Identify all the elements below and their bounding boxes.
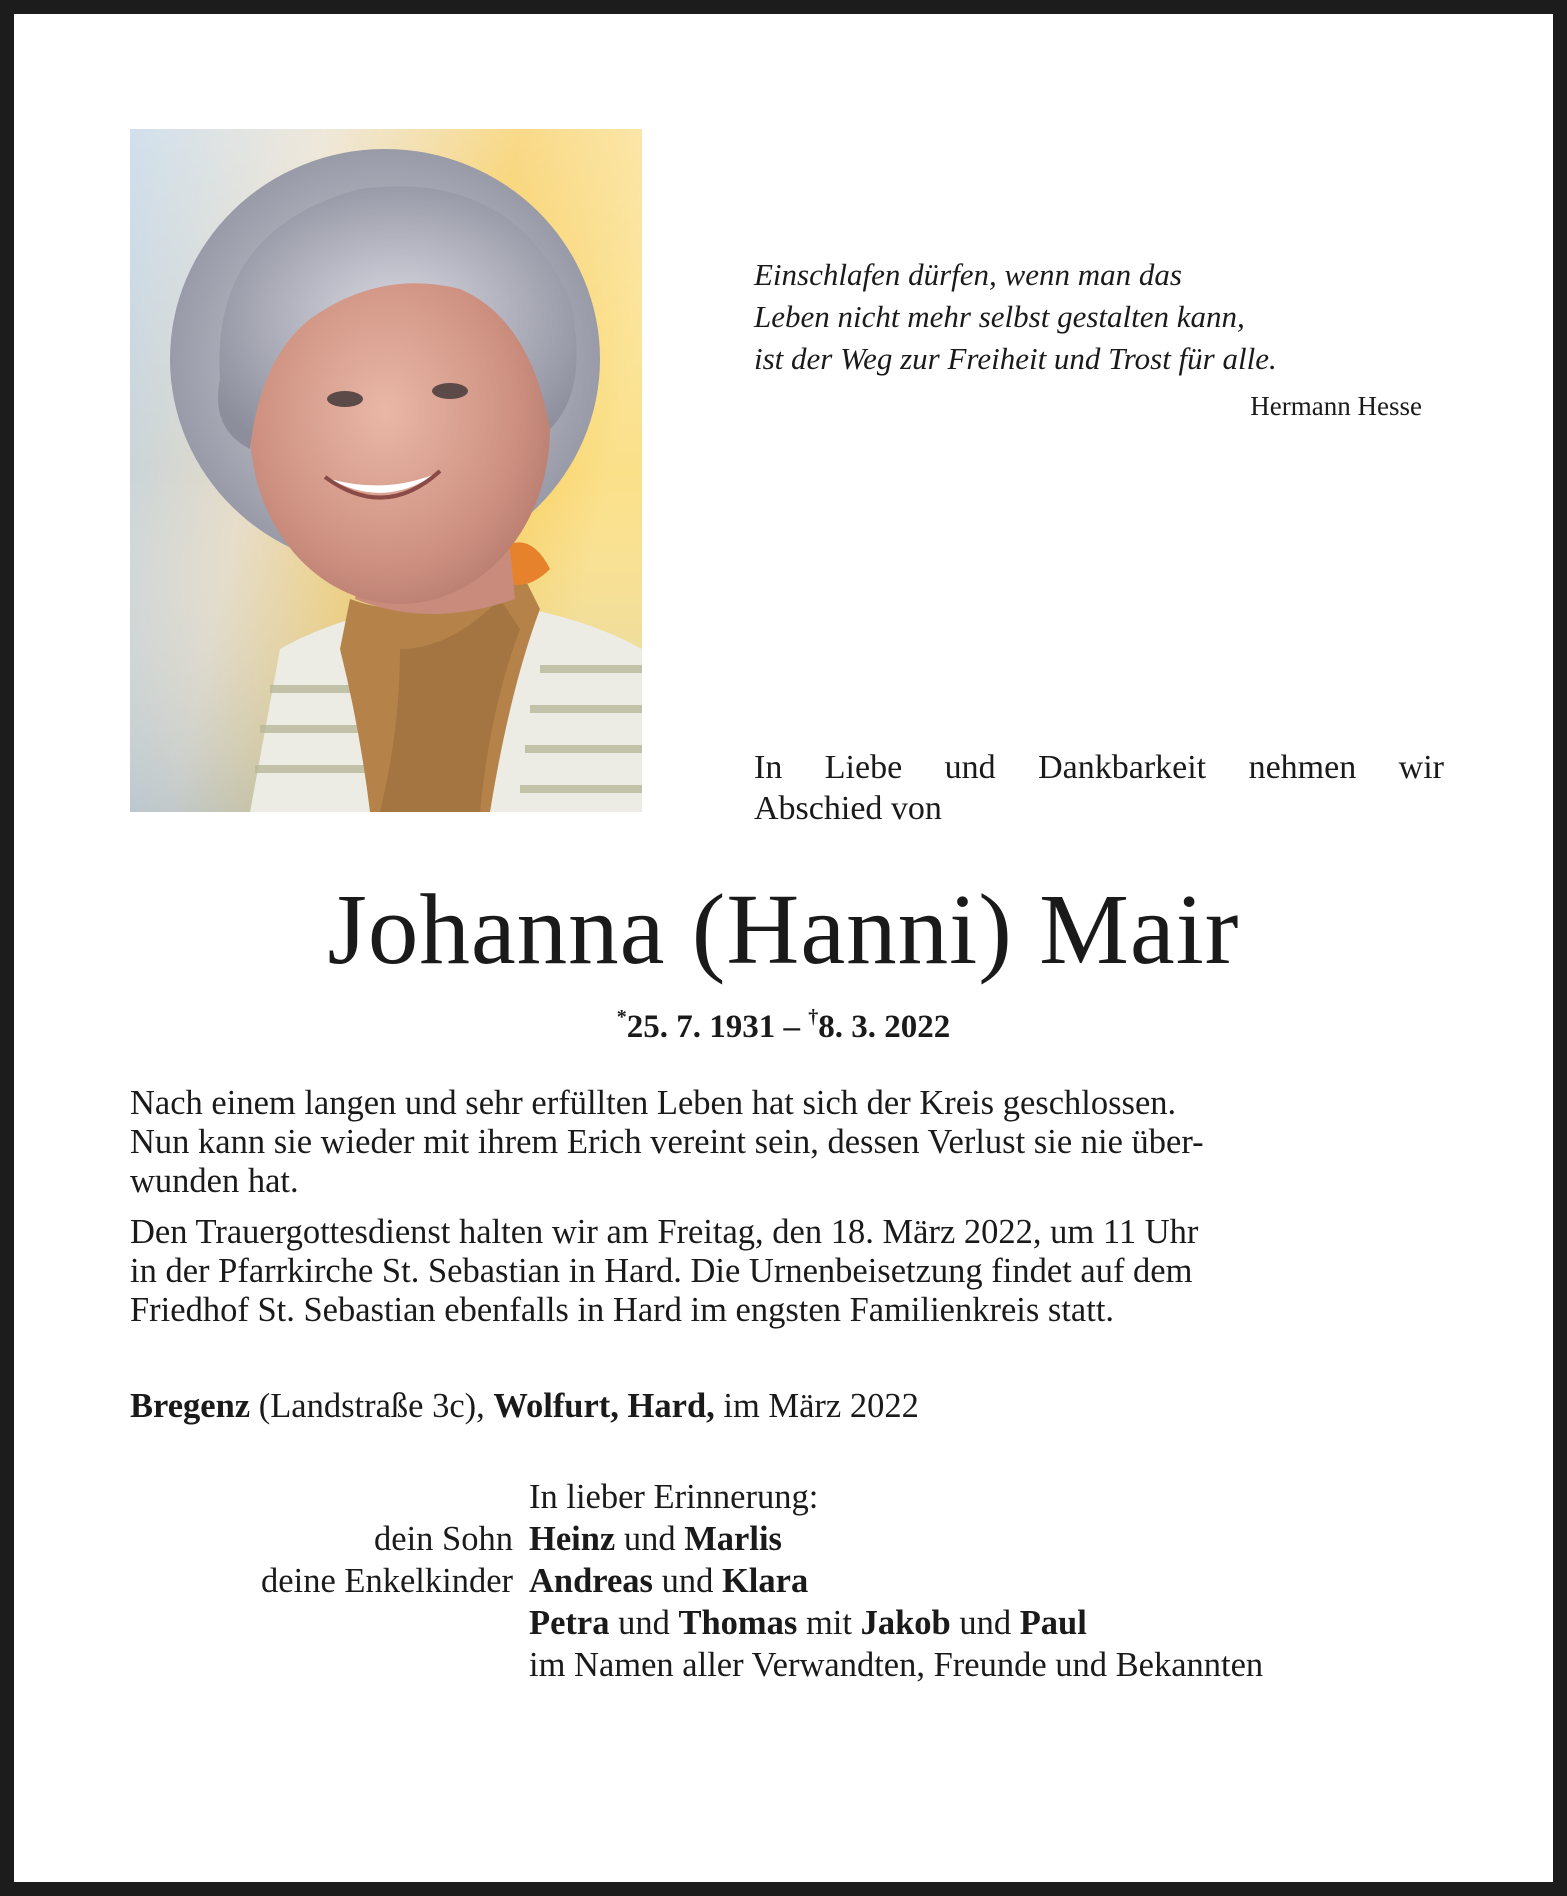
connector: und xyxy=(609,1604,679,1642)
place-and-date xyxy=(130,1386,1430,1426)
signoff-names xyxy=(529,1602,1087,1644)
portrait-photo xyxy=(130,129,642,812)
connector: und xyxy=(950,1604,1020,1642)
paragraph xyxy=(130,1213,1443,1330)
mourner-name: Klara xyxy=(721,1562,809,1600)
mourner-name: Thomas xyxy=(678,1604,798,1642)
connector: mit xyxy=(797,1604,861,1642)
date-dash: – xyxy=(775,1009,809,1045)
birth-symbol: * xyxy=(616,1006,627,1028)
signoff-names xyxy=(529,1560,808,1602)
farewell-line: In Liebe und Dankbarkeit nehmen wir xyxy=(754,749,1444,786)
obituary-body xyxy=(130,1084,1443,1342)
paragraph-line: wunden hat. xyxy=(130,1162,299,1200)
connector: und xyxy=(615,1520,685,1558)
paragraph xyxy=(130,1084,1443,1201)
obituary-page xyxy=(14,14,1553,1882)
mourner-name: Marlis xyxy=(684,1520,782,1558)
relation-label: dein Sohn xyxy=(374,1520,513,1558)
mourner-name: Heinz xyxy=(529,1520,616,1558)
paragraph-line: Nun kann sie wieder mit ihrem Erich vereint sein, dessen Verlust sie nie über- xyxy=(130,1123,1204,1161)
relation-label xyxy=(130,1644,529,1686)
relation-label: deine Enkelkinder xyxy=(261,1562,513,1600)
connector: und xyxy=(652,1562,722,1600)
farewell-line: Abschied von xyxy=(754,790,942,827)
signoff-heading: In lieber Erinnerung: xyxy=(529,1478,819,1516)
place-city: Bregenz xyxy=(130,1387,251,1425)
death-symbol: † xyxy=(808,1006,819,1028)
quote-author: Hermann Hesse xyxy=(1250,391,1422,421)
place-date: im März 2022 xyxy=(714,1387,919,1425)
quote-line: ist der Weg zur Freiheit und Trost für alle. xyxy=(754,341,1277,376)
relation-label xyxy=(130,1602,529,1644)
paragraph-line: Den Trauergottesdienst halten wir am Freitag, den 18. März 2022, um 11 Uhr xyxy=(130,1213,1199,1251)
place-cities: Wolfurt, Hard, xyxy=(493,1387,715,1425)
quote xyxy=(754,254,1454,380)
death-date: 8. 3. 2022 xyxy=(818,1009,951,1045)
signoff-heading-row xyxy=(130,1476,1460,1518)
signoff-row-grandchildren xyxy=(130,1560,1460,1602)
signoff-closing: im Namen aller Verwandten, Freunde und Bekannten xyxy=(529,1646,1264,1684)
mourner-name: Paul xyxy=(1019,1604,1087,1642)
paragraph-line: in der Pfarrkirche St. Sebastian in Hard. Die Urnenbeisetzung findet auf dem xyxy=(130,1252,1193,1290)
mourner-name: Andreas xyxy=(529,1562,653,1600)
signoff-row-closing xyxy=(130,1644,1460,1686)
paragraph-line: Friedhof St. Sebastian ebenfalls in Hard im engsten Familienkreis statt. xyxy=(130,1291,1115,1329)
signoff xyxy=(130,1476,1460,1686)
farewell-text xyxy=(754,747,1444,829)
mourner-name: Petra xyxy=(529,1604,610,1642)
paragraph-line: Nach einem langen und sehr erfüllten Leben hat sich der Kreis geschlossen. xyxy=(130,1084,1177,1122)
relation-label xyxy=(130,1476,529,1518)
place-address: (Landstraße 3c), xyxy=(250,1387,494,1425)
quote-line: Einschlafen dürfen, wenn man das xyxy=(754,257,1182,292)
birth-date: 25. 7. 1931 xyxy=(626,1009,776,1045)
quote-line: Leben nicht mehr selbst gestalten kann, xyxy=(754,299,1245,334)
mourner-name: Jakob xyxy=(860,1604,951,1642)
signoff-row-grandchildren-2 xyxy=(130,1602,1460,1644)
signoff-names xyxy=(529,1518,782,1560)
deceased-name: Johanna (Hanni) Mair xyxy=(327,873,1240,985)
life-dates xyxy=(14,999,1553,1047)
portrait-image xyxy=(130,129,642,812)
signoff-row-son xyxy=(130,1518,1460,1560)
